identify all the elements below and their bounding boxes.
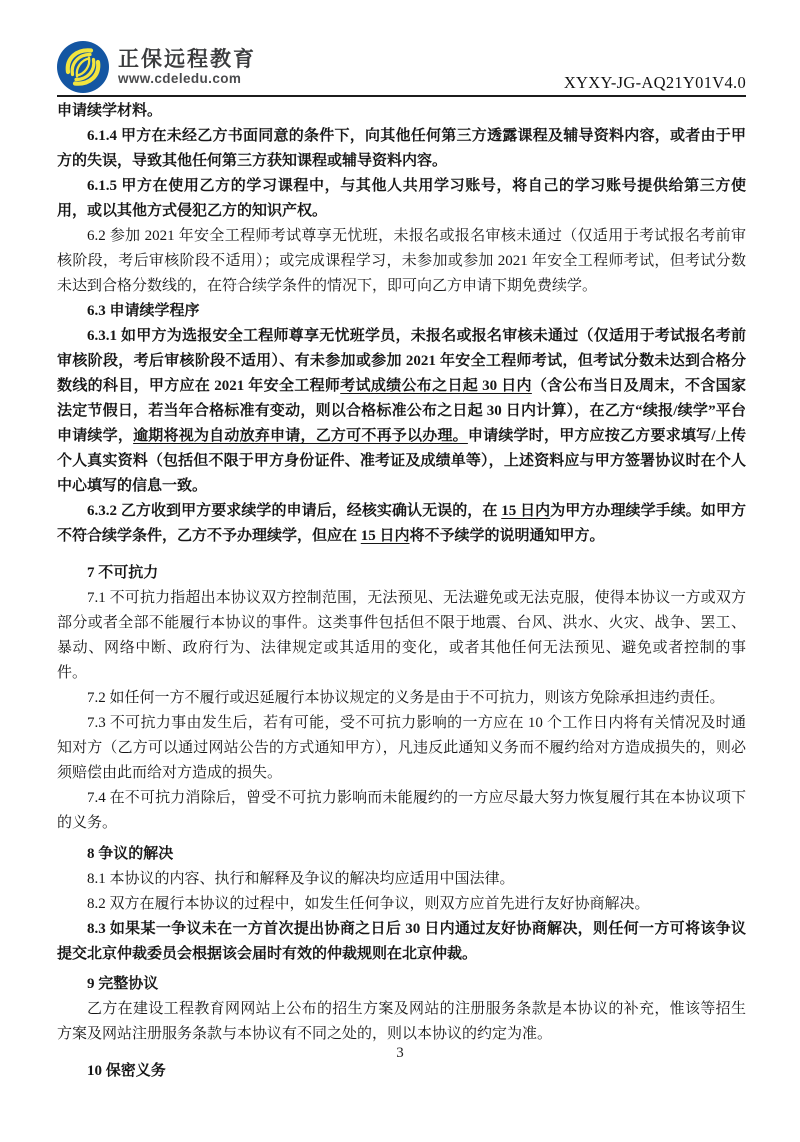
brand-logo-icon <box>57 41 109 93</box>
clause-6-1-5: 6.1.5 甲方在使用乙方的学习课程中，与其他人共用学习账号，将自己的学习账号提供给第三方使用，或以其他方式侵犯乙方的知识产权。 <box>57 178 746 219</box>
clause-6-3-1-text: 6.3.1 如甲方为选报安全工程师尊享无忧班学员，未报名或报名审核未通过（仅适用于考试报名考前审核阶段，考后审核阶段不适用）、有未参加或参加 2021 年安全工程师考试，但考试分数未达到合格分数线的科目，甲方应在 2021 年安全工程师 <box>57 328 746 394</box>
clause-6-2: 6.2 参加 2021 年安全工程师考试尊享无忧班，未报名或报名审核未通过（仅适用于考试报名考前审核阶段，考后审核阶段不适用）；或完成课程学习，未参加或参加 2021 年安全工程师考试，但考试分数未达到合格分数线的，在符合续学条件的情况下，即可向乙方申请下期免费续学。 <box>57 228 746 294</box>
clause-8-1: 8.1 本协议的内容、执行和解释及争议的解决均应适用中国法律。 <box>87 871 515 887</box>
clause-6-3-2-underlined-days: 15 日内 <box>360 528 410 544</box>
brand-text <box>118 48 256 86</box>
brand-website: www.cdeledu.com <box>118 71 242 86</box>
document-body <box>57 99 746 1084</box>
heading-6-3: 6.3 申请续学程序 <box>87 303 200 319</box>
clause-6-3-1 <box>57 324 746 499</box>
page-number: 3 <box>396 1045 404 1061</box>
page-header <box>57 36 746 97</box>
clause-6-3-1-text: （含公布当日及周末，不含国家法定节假日，若当年合格标准有变动，则以合格标准公布之日起 30 日内计算），在乙方“续报/续学”平台申请续学， <box>57 378 746 444</box>
brand-logo <box>57 41 256 95</box>
heading-10: 10 保密义务 <box>87 1063 166 1079</box>
clause-6-3-2-text: 将不予续学的说明通知甲方。 <box>409 528 605 544</box>
clause-6-3-2-text: 为甲方办理续学手续。如甲方不符合续学条件，乙方不予办理续学，但应在 <box>57 503 746 544</box>
clause-6-3-1-text: 申请续学时，甲方应按乙方要求填写/上传个人真实资料（包括但不限于甲方身份证件、准考证及成绩单等），上述资料应与甲方签署协议时在个人中心填写的信息一致。 <box>57 428 746 494</box>
heading-9: 9 完整协议 <box>87 976 159 992</box>
clause-7-4: 7.4 在不可抗力消除后，曾受不可抗力影响而未能履约的一方应尽最大努力恢复履行其在本协议项下的义务。 <box>57 790 746 831</box>
clause-6-3-1-underlined-deadline: 考试成绩公布之日起 30 日内 <box>340 378 532 394</box>
heading-7: 7 不可抗力 <box>87 565 159 581</box>
brand-name: 正保远程教育 <box>118 48 256 71</box>
clause-6-3-1-underlined-waiver: 逾期将视为自动放弃申请，乙方可不再予以办理。 <box>133 428 468 444</box>
document-code: XYXY-JG-AQ21Y01V4.0 <box>563 73 746 92</box>
clause-6-3-2 <box>57 499 746 549</box>
clause-8-3: 8.3 如果某一争议未在一方首次提出协商之日后 30 日内通过友好协商解决，则任何一方可将该争议提交北京仲裁委员会根据该会届时有效的仲裁规则在北京仲裁。 <box>57 921 746 962</box>
clause-6-3-2-underlined-days: 15 日内 <box>501 503 551 519</box>
clause-9-body: 乙方在建设工程教育网网站上公布的招生方案及网站的注册服务条款是本协议的补充，惟该等招生方案及网站注册服务条款与本协议有不同之处的，则以本协议的约定为准。 <box>57 1001 746 1042</box>
clause-7-3: 7.3 不可抗力事由发生后，若有可能，受不可抗力影响的一方应在 10 个工作日内将有关情况及时通知对方（乙方可以通过网站公告的方式通知甲方），凡违反此通知义务而不履约给对方造成损失的，则必须赔偿由此而给对方造成的损失。 <box>57 715 746 781</box>
clause-7-1: 7.1 不可抗力指超出本协议双方控制范围，无法预见、无法避免或无法克服，使得本协议一方或双方部分或者全部不能履行本协议的事件。这类事件包括但不限于地震、台风、洪水、火灾、战争、罢工、暴动、网络中断、政府行为、法律规定或其适用的变化，或者其他任何无法预见、避免或者控制的事件。 <box>57 590 746 681</box>
clause-continuation: 申请续学材料。 <box>57 103 163 119</box>
clause-8-2: 8.2 双方在履行本协议的过程中，如发生任何争议，则双方应首先进行友好协商解决。 <box>87 896 650 912</box>
clause-6-1-4: 6.1.4 甲方在未经乙方书面同意的条件下，向其他任何第三方透露课程及辅导资料内容，或者由于甲方的失误，导致其他任何第三方获知课程或辅导资料内容。 <box>57 128 746 169</box>
clause-7-2: 7.2 如任何一方不履行或迟延履行本协议规定的义务是由于不可抗力，则该方免除承担违约责任。 <box>87 690 725 706</box>
clause-6-3-2-text: 6.3.2 乙方收到甲方要求续学的申请后，经核实确认无误的，在 <box>87 503 502 519</box>
heading-8: 8 争议的解决 <box>87 846 174 862</box>
